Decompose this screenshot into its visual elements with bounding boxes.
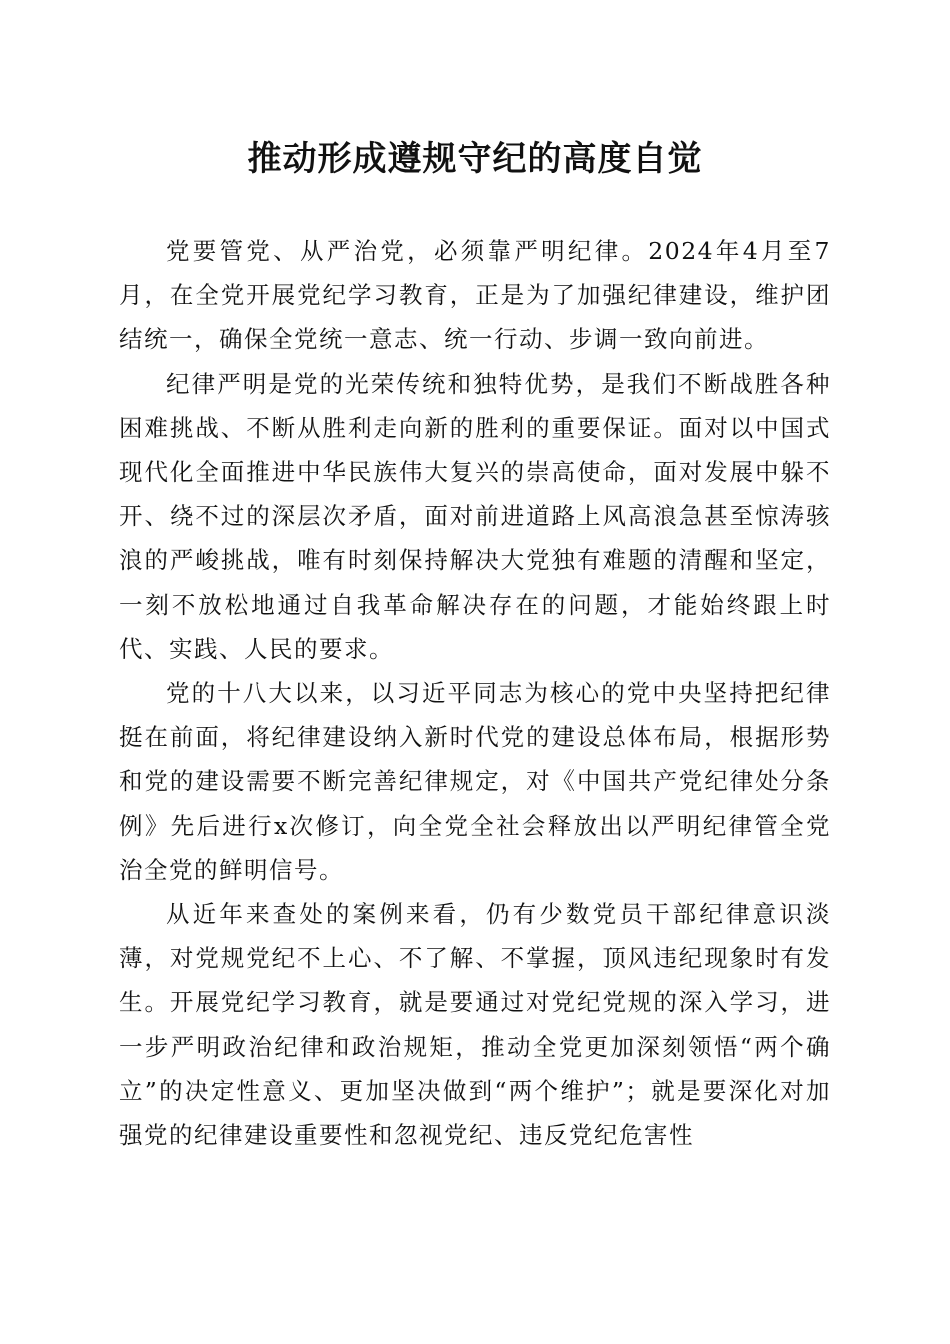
paragraph-3: 党的十八大以来，以习近平同志为核心的党中央坚持把纪律挺在前面，将纪律建设纳入新时代党的建设总体布局，根据形势和党的建设需要不断完善纪律规定，对《中国共产党纪律处分条例》先后进行x次修订，向全党全社会释放出以严明纪律管全党治全党的鲜明信号。 <box>119 679 831 884</box>
paragraph-2: 纪律严明是党的光荣传统和独特优势，是我们不断战胜各种困难挑战、不断从胜利走向新的胜利的重要保证。面对以中国式现代化全面推进中华民族伟大复兴的崇高使命，面对发展中躲不开、绕不过的深层次矛盾，面对前进道路上风高浪急甚至惊涛骇浪的严峻挑战，唯有时刻保持解决大党独有难题的清醒和坚定，一刻不放松地通过自我革命解决存在的问题，才能始终跟上时代、实践、人民的要求。 <box>119 369 831 663</box>
paragraph-4: 从近年来查处的案例来看，仍有少数党员干部纪律意识淡薄，对党规党纪不上心、不了解、不掌握，顶风违纪现象时有发生。开展党纪学习教育，就是要通过对党纪党规的深入学习，进一步严明政治纪律和政治规矩，推动全党更加深刻领悟“两个确立”的决定性意义、更加坚决做到“两个维护”；就是要深化对加强党的纪律建设重要性和忽视党纪、违反党纪危害性 <box>119 900 831 1150</box>
paragraph-1: 党要管党、从严治党，必须靠严明纪律。2024年4月至7月，在全党开展党纪学习教育，正是为了加强纪律建设，维护团结统一，确保全党统一意志、统一行动、步调一致向前进。 <box>119 237 831 354</box>
document-body <box>119 229 831 1157</box>
document-title: 推动形成遵规守纪的高度自觉 <box>247 139 703 179</box>
